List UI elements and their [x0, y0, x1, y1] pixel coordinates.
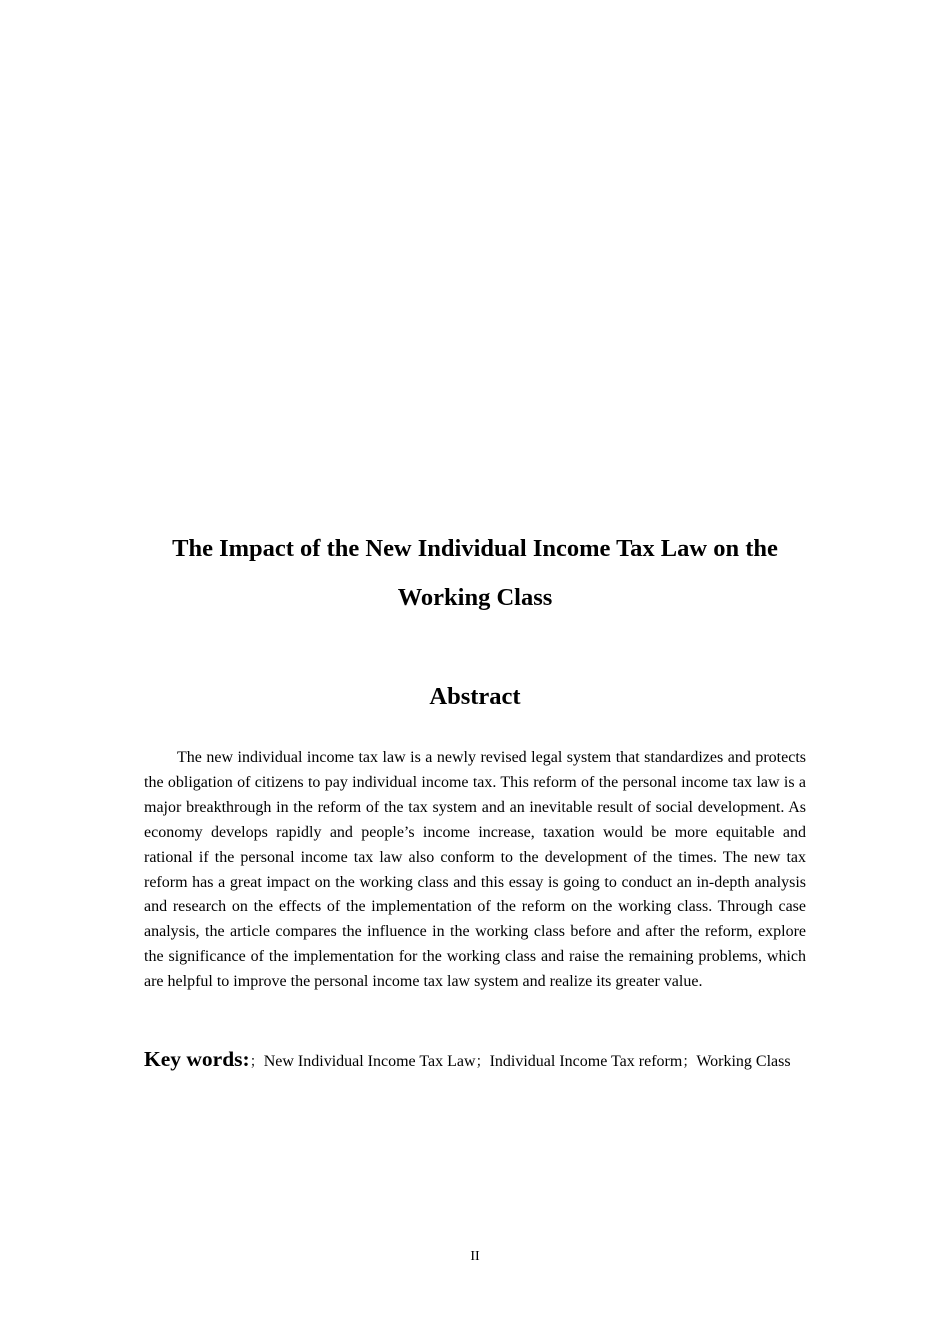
page-number: II: [470, 1249, 480, 1264]
keyword-separator: ；: [475, 1055, 490, 1070]
keyword-item: Working Class: [696, 1053, 791, 1070]
keywords-line: [144, 1044, 824, 1078]
keywords-label: Key words:: [144, 1047, 250, 1071]
abstract-heading: Abstract: [429, 683, 521, 710]
keyword-item: Individual Income Tax reform: [489, 1053, 683, 1070]
keyword-item: New Individual Income Tax Law: [263, 1053, 476, 1070]
keyword-separator: ；: [249, 1055, 264, 1070]
paper-title: The Impact of the New Individual Income Tax Law on the Working Class: [172, 535, 778, 611]
keyword-separator: ；: [682, 1055, 697, 1070]
abstract-body: The new individual income tax law is a newly revised legal system that standardizes and protects the obligation of citizens to pay individual income tax. This reform of the personal income tax law is a major breakthrough in the reform of the tax system and an inevitable result of social development. As economy develops rapidly and people’s income increase, taxation would be more equitable and rational if the personal income tax law also conform to the development of the times. The new tax reform has a great impact on the working class and this essay is going to conduct an in-depth analysis and research on the effects of the implementation of the reform on the working class. Through case analysis, the article compares the influence in the working class before and after the reform, explore the significance of the implementation for the working class and raise the remaining problems, which are helpful to improve the personal income tax law system and realize its greater value.: [144, 749, 806, 991]
